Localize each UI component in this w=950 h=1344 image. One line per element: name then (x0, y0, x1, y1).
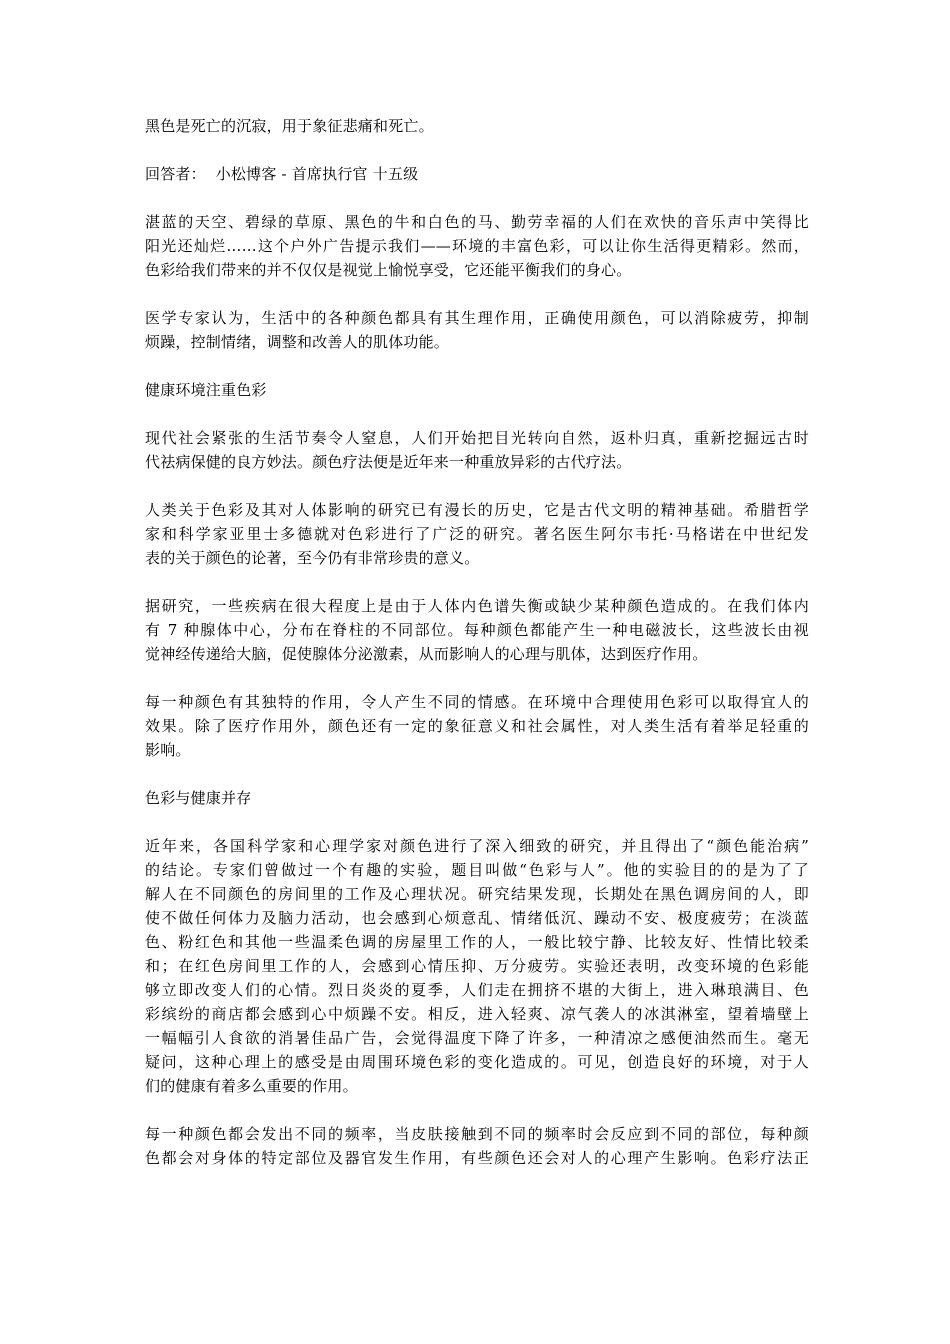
text-line: 使不做任何体力及脑力活动，也会感到心烦意乱、情绪低沉、躁动不安、极度疲劳；在淡蓝 (145, 909, 809, 927)
text-line: 影响。 (145, 741, 191, 759)
text-line: 彩缤纷的商店都会感到心中烦躁不安。相反，进入轻爽、凉气袭人的冰淇淋室，望着墙壁上 (145, 1005, 809, 1023)
paragraph-modern-society (145, 426, 809, 474)
text-line: 色、粉红色和其他一些温柔色调的房屋里工作的人，一般比较宁静、比较友好、性情比较柔 (145, 933, 809, 951)
text-line: 效果。除了医疗作用外，颜色还有一定的象征意义和社会属性，对人类生活有着举足轻重的 (145, 717, 809, 735)
paragraph-medical-experts (145, 306, 809, 354)
text-line: 一幅幅引人食欲的消暑佳品广告，会觉得温度下降了许多，一种清凉之感便油然而生。毫无 (145, 1029, 809, 1047)
text-line: 表的关于颜色的论著，至今仍有非常珍贵的意义。 (145, 549, 480, 567)
text-line: 解人在不同颜色的房间里的工作及心理状况。研究结果发现，长期处在黑色调房间的人，即 (145, 885, 809, 903)
text-line: 医学专家认为，生活中的各种颜色都具有其生理作用，正确使用颜色，可以消除疲劳，抑制 (145, 309, 809, 327)
text-line: 家和科学家亚里士多德就对色彩进行了广泛的研究。著名医生阿尔韦托·马格诺在中世纪发 (145, 525, 809, 543)
text-line: 烦躁，控制情绪，调整和改善人的肌体功能。 (145, 333, 450, 351)
text-line: 每一种颜色有其独特的作用，令人产生不同的情感。在环境中合理使用色彩可以取得宜人的 (145, 693, 809, 711)
paragraph-experiment (145, 834, 809, 1098)
text-line: 阳光还灿烂……这个户外广告提示我们——环境的丰富色彩，可以让你生活得更精彩。然而， (145, 237, 809, 255)
answerer-line (145, 162, 809, 186)
paragraph-research (145, 594, 809, 666)
paragraph-history (145, 498, 809, 570)
text-line: 和；在红色房间里工作的人，会感到心情压抑、万分疲劳。实验还表明，改变环境的色彩能 (145, 957, 809, 975)
text-line: 近年来，各国科学家和心理学家对颜色进行了深入细致的研究，并且得出了“颜色能治病” (145, 837, 809, 855)
paragraph-frequency (145, 1122, 809, 1170)
text-line: 色都会对身体的特定部位及器官发生作用，有些颜色还会对人的心理产生影响。色彩疗法正 (145, 1149, 809, 1167)
text-line: 觉神经传递给大脑，促使腺体分泌激素，从而影响人的心理与肌体，达到医疗作用。 (145, 645, 708, 663)
text-line: 人类关于色彩及其对人体影响的研究已有漫长的历史，它是古代文明的精神基础。希腊哲学 (145, 501, 809, 519)
text-line: 黑色是死亡的沉寂，用于象征悲痛和死亡。 (145, 117, 434, 135)
section-heading-healthy-environment (145, 378, 809, 402)
text-line: 色彩给我们带来的并不仅仅是视觉上愉悦享受，它还能平衡我们的身心。 (145, 261, 632, 279)
text-line: 够立即改变人们的心情。烈日炎炎的夏季，人们走在拥挤不堪的大街上，进入琳琅满目、色 (145, 981, 809, 999)
section-heading-color-and-health (145, 786, 809, 810)
text-line: 的结论。专家们曾做过一个有趣的实验，题目叫做“色彩与人”。他的实验目的的是为了了 (145, 861, 809, 879)
text-line: 回答者： 小松博客 - 首席执行官 十五级 (145, 165, 419, 183)
document-body (145, 114, 809, 1194)
text-line: 每一种颜色都会发出不同的频率，当皮肤接触到不同的频率时会反应到不同的部位，每种颜 (145, 1125, 809, 1143)
text-line: 有 7 种腺体中心，分布在脊柱的不同部位。每种颜色都能产生一种电磁波长，这些波长由视 (145, 621, 809, 639)
text-line: 们的健康有着多么重要的作用。 (145, 1077, 358, 1095)
text-line: 据研究，一些疾病在很大程度上是由于人体内色谱失衡或缺少某种颜色造成的。在我们体内 (145, 597, 809, 615)
text-line: 湛蓝的天空、碧绿的草原、黑色的牛和白色的马、勤劳幸福的人们在欢快的音乐声中笑得比 (145, 213, 809, 231)
text-line: 疑问，这种心理上的感受是由周围环境色彩的变化造成的。可见，创造良好的环境，对于人 (145, 1053, 809, 1071)
section-heading: 色彩与健康并存 (145, 789, 252, 807)
paragraph-unique-effects (145, 690, 809, 762)
text-line: 代祛病保健的良方妙法。颜色疗法便是近年来一种重放异彩的古代疗法。 (145, 453, 632, 471)
paragraph-intro (145, 210, 809, 282)
section-heading: 健康环境注重色彩 (145, 381, 267, 399)
text-line: 现代社会紧张的生活节奏令人窒息，人们开始把目光转向自然，返朴归真，重新挖掘远古时 (145, 429, 809, 447)
paragraph-black-meaning (145, 114, 809, 138)
